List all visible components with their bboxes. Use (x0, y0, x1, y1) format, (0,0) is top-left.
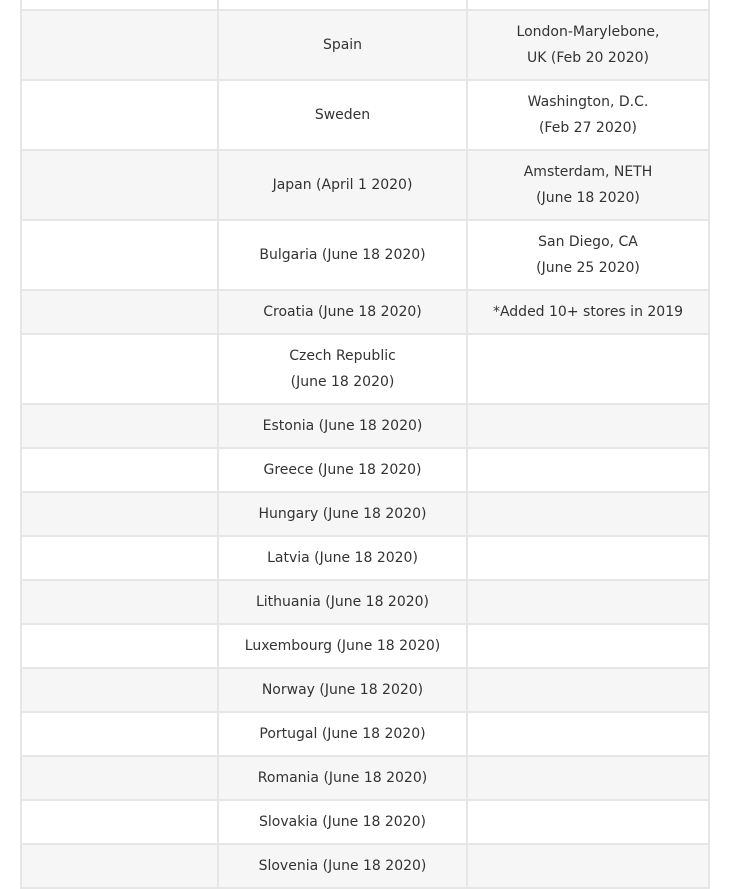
store-cell (467, 80, 709, 150)
table-cell (21, 80, 218, 150)
store-cell (467, 448, 709, 492)
country-cell (218, 220, 467, 290)
table-row (21, 80, 709, 150)
store-cell (467, 668, 709, 712)
table-row (21, 10, 709, 80)
store-cell (467, 580, 709, 624)
cell-text: London-Marylebone, UK (Feb 20 2020) (516, 24, 660, 66)
table-row (21, 536, 709, 580)
table-cell (21, 448, 218, 492)
country-cell (218, 404, 467, 448)
table-cell (21, 404, 218, 448)
cell-text: Sweden (314, 107, 371, 123)
table-row (21, 220, 709, 290)
table-row (21, 844, 709, 888)
cell-text: Spain (322, 37, 363, 53)
country-cell (218, 536, 467, 580)
country-cell (218, 290, 467, 334)
table-row (21, 290, 709, 334)
table-cell (21, 712, 218, 756)
country-cell (218, 150, 467, 220)
table-cell (467, 0, 709, 10)
store-cell (467, 150, 709, 220)
table-cell (21, 10, 218, 80)
cell-text: *Added 10+ stores in 2019 (492, 304, 684, 320)
table-cell (21, 668, 218, 712)
cell-text: Greece (June 18 2020) (263, 462, 422, 478)
store-cell (467, 624, 709, 668)
table-cell (21, 334, 218, 404)
table-cell (21, 150, 218, 220)
cell-text: Lithuania (June 18 2020) (255, 594, 430, 610)
store-cell (467, 492, 709, 536)
table-cell (21, 800, 218, 844)
store-cell (467, 756, 709, 800)
table-container (20, 0, 708, 889)
country-cell (218, 334, 467, 404)
table-cell (21, 290, 218, 334)
country-cell (218, 712, 467, 756)
cell-text: Luxembourg (June 18 2020) (244, 638, 441, 654)
table-row (21, 624, 709, 668)
cell-text: Slovakia (June 18 2020) (259, 814, 426, 830)
country-cell (218, 624, 467, 668)
table-cell (21, 536, 218, 580)
table-cell (218, 0, 467, 10)
table-row (21, 150, 709, 220)
cell-text: Croatia (June 18 2020) (263, 304, 422, 320)
table-cell (21, 844, 218, 888)
cell-text: Czech Republic (June 18 2020) (289, 348, 396, 390)
country-cell (218, 668, 467, 712)
table-row (21, 580, 709, 624)
cell-text: Estonia (June 18 2020) (262, 418, 423, 434)
cell-text: Hungary (June 18 2020) (258, 506, 427, 522)
country-cell (218, 756, 467, 800)
table-cell (21, 492, 218, 536)
cell-text: Washington, D.C. (Feb 27 2020) (527, 94, 649, 136)
table-cell (21, 756, 218, 800)
cell-text: Romania (June 18 2020) (257, 770, 428, 786)
country-cell (218, 80, 467, 150)
cell-text: Japan (April 1 2020) (272, 177, 413, 193)
cell-text: Norway (June 18 2020) (261, 682, 424, 698)
store-cell (467, 334, 709, 404)
store-cell (467, 10, 709, 80)
cell-text: Amsterdam, NETH (June 18 2020) (523, 164, 653, 206)
cell-text: Portugal (June 18 2020) (259, 726, 426, 742)
locations-table (20, 0, 710, 889)
table-row (21, 756, 709, 800)
store-cell (467, 220, 709, 290)
country-cell (218, 844, 467, 888)
table-row (21, 800, 709, 844)
table-row (21, 448, 709, 492)
table-cell (21, 220, 218, 290)
country-cell (218, 448, 467, 492)
table-row (21, 712, 709, 756)
table-cell (21, 0, 218, 10)
store-cell (467, 290, 709, 334)
country-cell (218, 492, 467, 536)
table-row (21, 492, 709, 536)
table-row (21, 334, 709, 404)
table-row (21, 0, 709, 10)
country-cell (218, 800, 467, 844)
table-cell (21, 624, 218, 668)
store-cell (467, 404, 709, 448)
store-cell (467, 536, 709, 580)
cell-text: Latvia (June 18 2020) (267, 550, 418, 566)
cell-text: Bulgaria (June 18 2020) (259, 247, 426, 263)
cell-text: Slovenia (June 18 2020) (258, 858, 427, 874)
table-row (21, 668, 709, 712)
cell-text: San Diego, CA (June 25 2020) (536, 234, 640, 276)
country-cell (218, 10, 467, 80)
table-cell (21, 580, 218, 624)
table-row (21, 404, 709, 448)
store-cell (467, 844, 709, 888)
store-cell (467, 712, 709, 756)
store-cell (467, 800, 709, 844)
country-cell (218, 580, 467, 624)
